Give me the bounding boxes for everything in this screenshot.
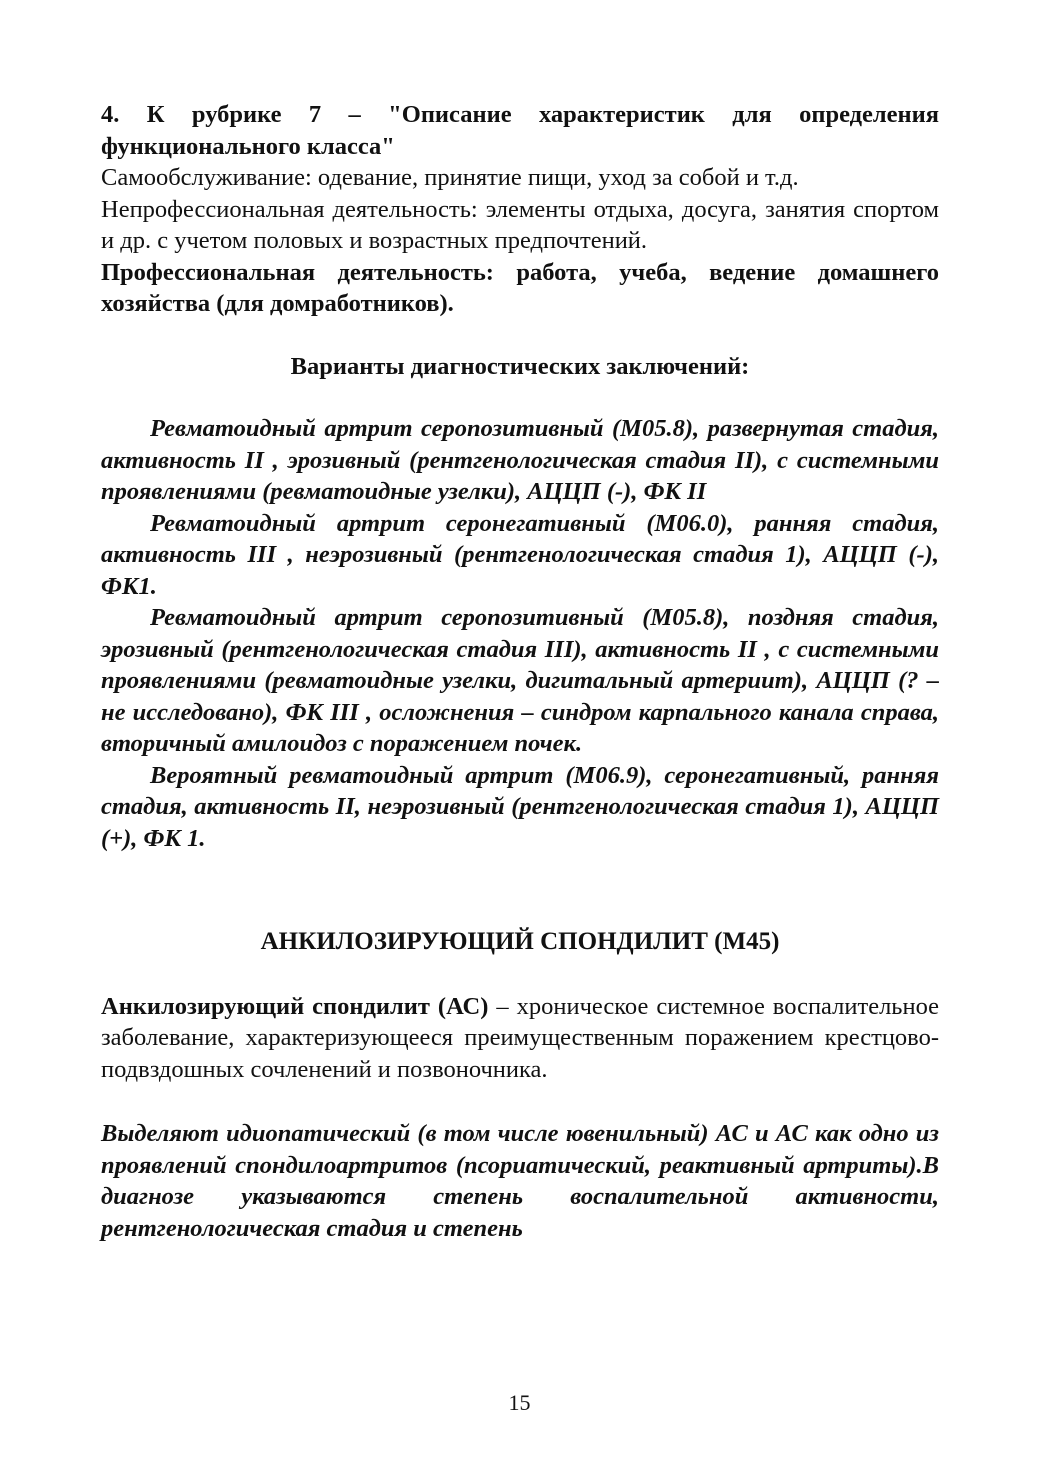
spacer	[101, 958, 939, 991]
diagnoses-title: Варианты диагностических заключений:	[290, 352, 750, 380]
as-definition-text: – хроническое системное воспалительное заболевание, характеризующееся преимущественным поражением крестцово-подвздошных сочленений и позвоночника.	[101, 992, 939, 1083]
as-definition-term: Анкилозирующий спондилит (АС)	[101, 992, 489, 1020]
self-care-text: Самообслуживание: одевание, принятие пищи, уход за собой и т.д.	[101, 164, 799, 191]
diagnosis-item-4: Вероятный ревматоидный артрит (М06.9), серонегативный, ранняя стадия, активность II, неэрозивный (рентгенологическая стадия 1), АЦЦП (+), ФК 1.	[101, 761, 939, 852]
document-page	[101, 99, 939, 1244]
as-definition	[101, 991, 939, 1086]
spacer	[101, 382, 939, 413]
diagnosis-item-3: Ревматоидный артрит серопозитивный (М05.8), поздняя стадия, эрозивный (рентгенологическая стадия III), активность II , с системными проявлениями (ревматоидные узелки, дигитальный артериит), АЦЦП (? – не исследовано), ФК III , осложнения – синдром карпального канала справа, вторичный амилоидоз с поражением почек.	[101, 604, 939, 757]
nonprofessional-text: Непрофессиональная деятельность: элементы отдыха, досуга, занятия спортом и др. с учетом половых и возрастных предпочтений.	[101, 195, 939, 254]
spacer	[101, 1085, 939, 1118]
page-number: 15	[508, 1390, 531, 1415]
diagnosis-item-1: Ревматоидный артрит серопозитивный (М05.8), развернутая стадия, активность II , эрозивный (рентгенологическая стадия II), с системными проявлениями (ревматоидные узелки), АЦЦП (-), ФК II	[101, 415, 939, 505]
rubric-heading: 4. К рубрике 7 – "Описание характеристик для определения функционального класса"	[101, 101, 939, 160]
diagnosis-item-2: Ревматоидный артрит серонегативный (М06.0), ранняя стадия, активность III , неэрозивный (рентгенологическая стадия 1), АЦЦП (-), ФК1.	[101, 509, 939, 600]
section-title: АНКИЛОЗИРУЮЩИЙ СПОНДИЛИТ (М45)	[260, 928, 780, 955]
spacer	[101, 854, 939, 926]
spacer	[101, 320, 939, 351]
professional-text: Профессиональная деятельность: работа, учеба, ведение домашнего хозяйства (для домработников).	[101, 258, 939, 317]
as-classification: Выделяют идиопатический (в том числе ювенильный) АС и АС как одно из проявлений спондилоартритов (псориатический, реактивный артриты).В диагнозе указываются степень воспалительной активности, рентгенологическая стадия и степень	[101, 1120, 939, 1242]
